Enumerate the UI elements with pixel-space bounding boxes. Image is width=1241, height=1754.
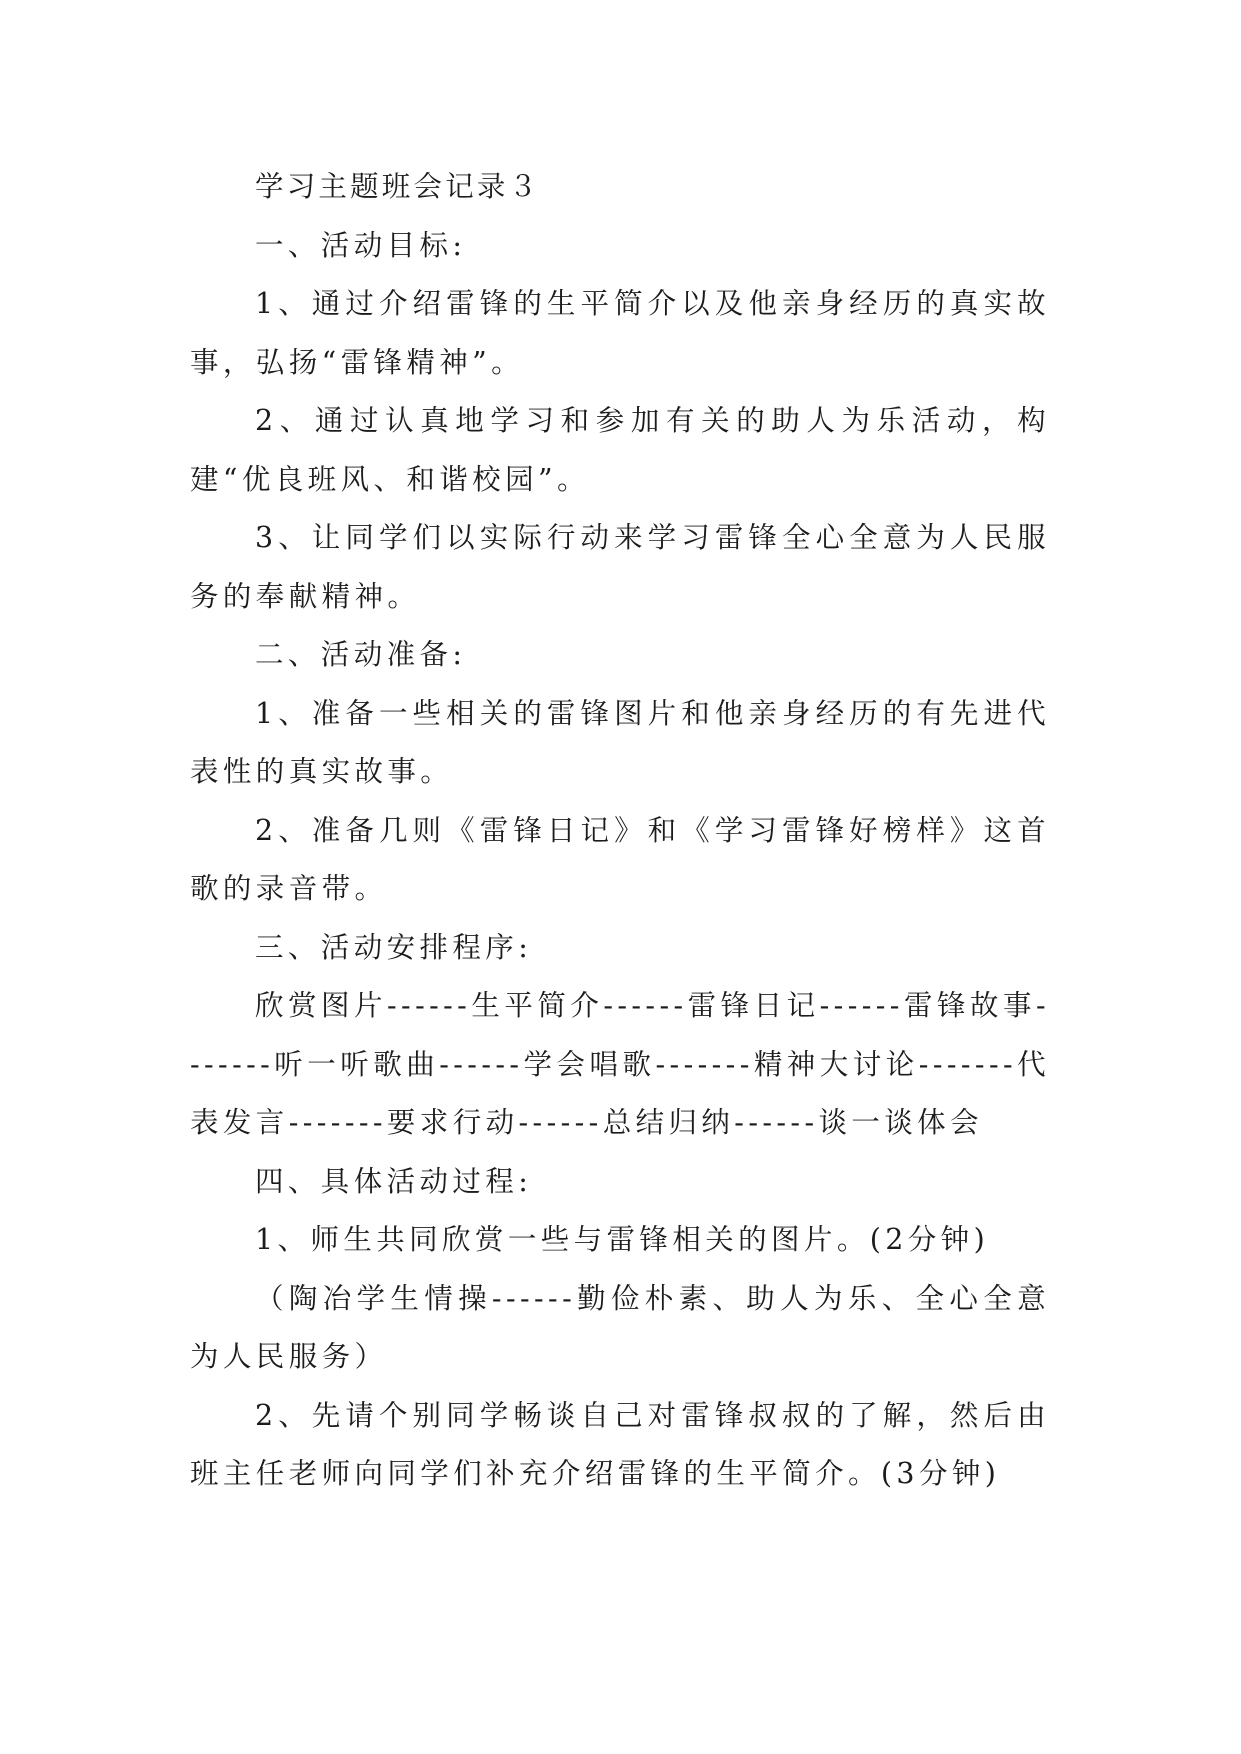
preparation-item-1: 1、准备一些相关的雷锋图片和他亲身经历的有先进代表性的真实故事。: [190, 696, 1050, 788]
process-item-2: 2、先请个别同学畅谈自己对雷锋叔叔的了解，然后由班主任老师向同学们补充介绍雷锋的生平简介。(3分钟): [190, 1398, 1050, 1490]
section-heading-process: 四、具体活动过程:: [255, 1164, 533, 1198]
section-heading-preparation: 二、活动准备:: [255, 638, 467, 671]
section-heading-goals: 一、活动目标:: [255, 228, 467, 262]
section-heading-schedule: 三、活动安排程序:: [255, 930, 533, 964]
document-body: [190, 158, 1050, 1504]
process-item-1: 1、师生共同欣赏一些与雷锋相关的图片。(2分钟): [255, 1223, 990, 1256]
document-title: 学习主题班会记录３: [255, 170, 541, 203]
goal-item-3: 3、让同学们以实际行动来学习雷锋全心全意为人民服务的奉献精神。: [190, 521, 1050, 613]
schedule-sequence: 欣赏图片------生平简介------雷锋日记------雷锋故事-------听一听歌曲------学会唱歌-------精神大讨论-------代表发言-------要求行动------总结归纳------谈一谈体会: [190, 989, 1050, 1139]
goal-item-1: 1、通过介绍雷锋的生平简介以及他亲身经历的真实故事，弘扬“雷锋精神”。: [190, 287, 1050, 379]
goal-item-2: 2、通过认真地学习和参加有关的助人为乐活动，构建“优良班风、和谐校园”。: [190, 404, 1050, 496]
process-note-1: （陶冶学生情操------勤俭朴素、助人为乐、全心全意为人民服务）: [190, 1281, 1050, 1373]
preparation-item-2: 2、准备几则《雷锋日记》和《学习雷锋好榜样》这首歌的录音带。: [190, 813, 1050, 905]
